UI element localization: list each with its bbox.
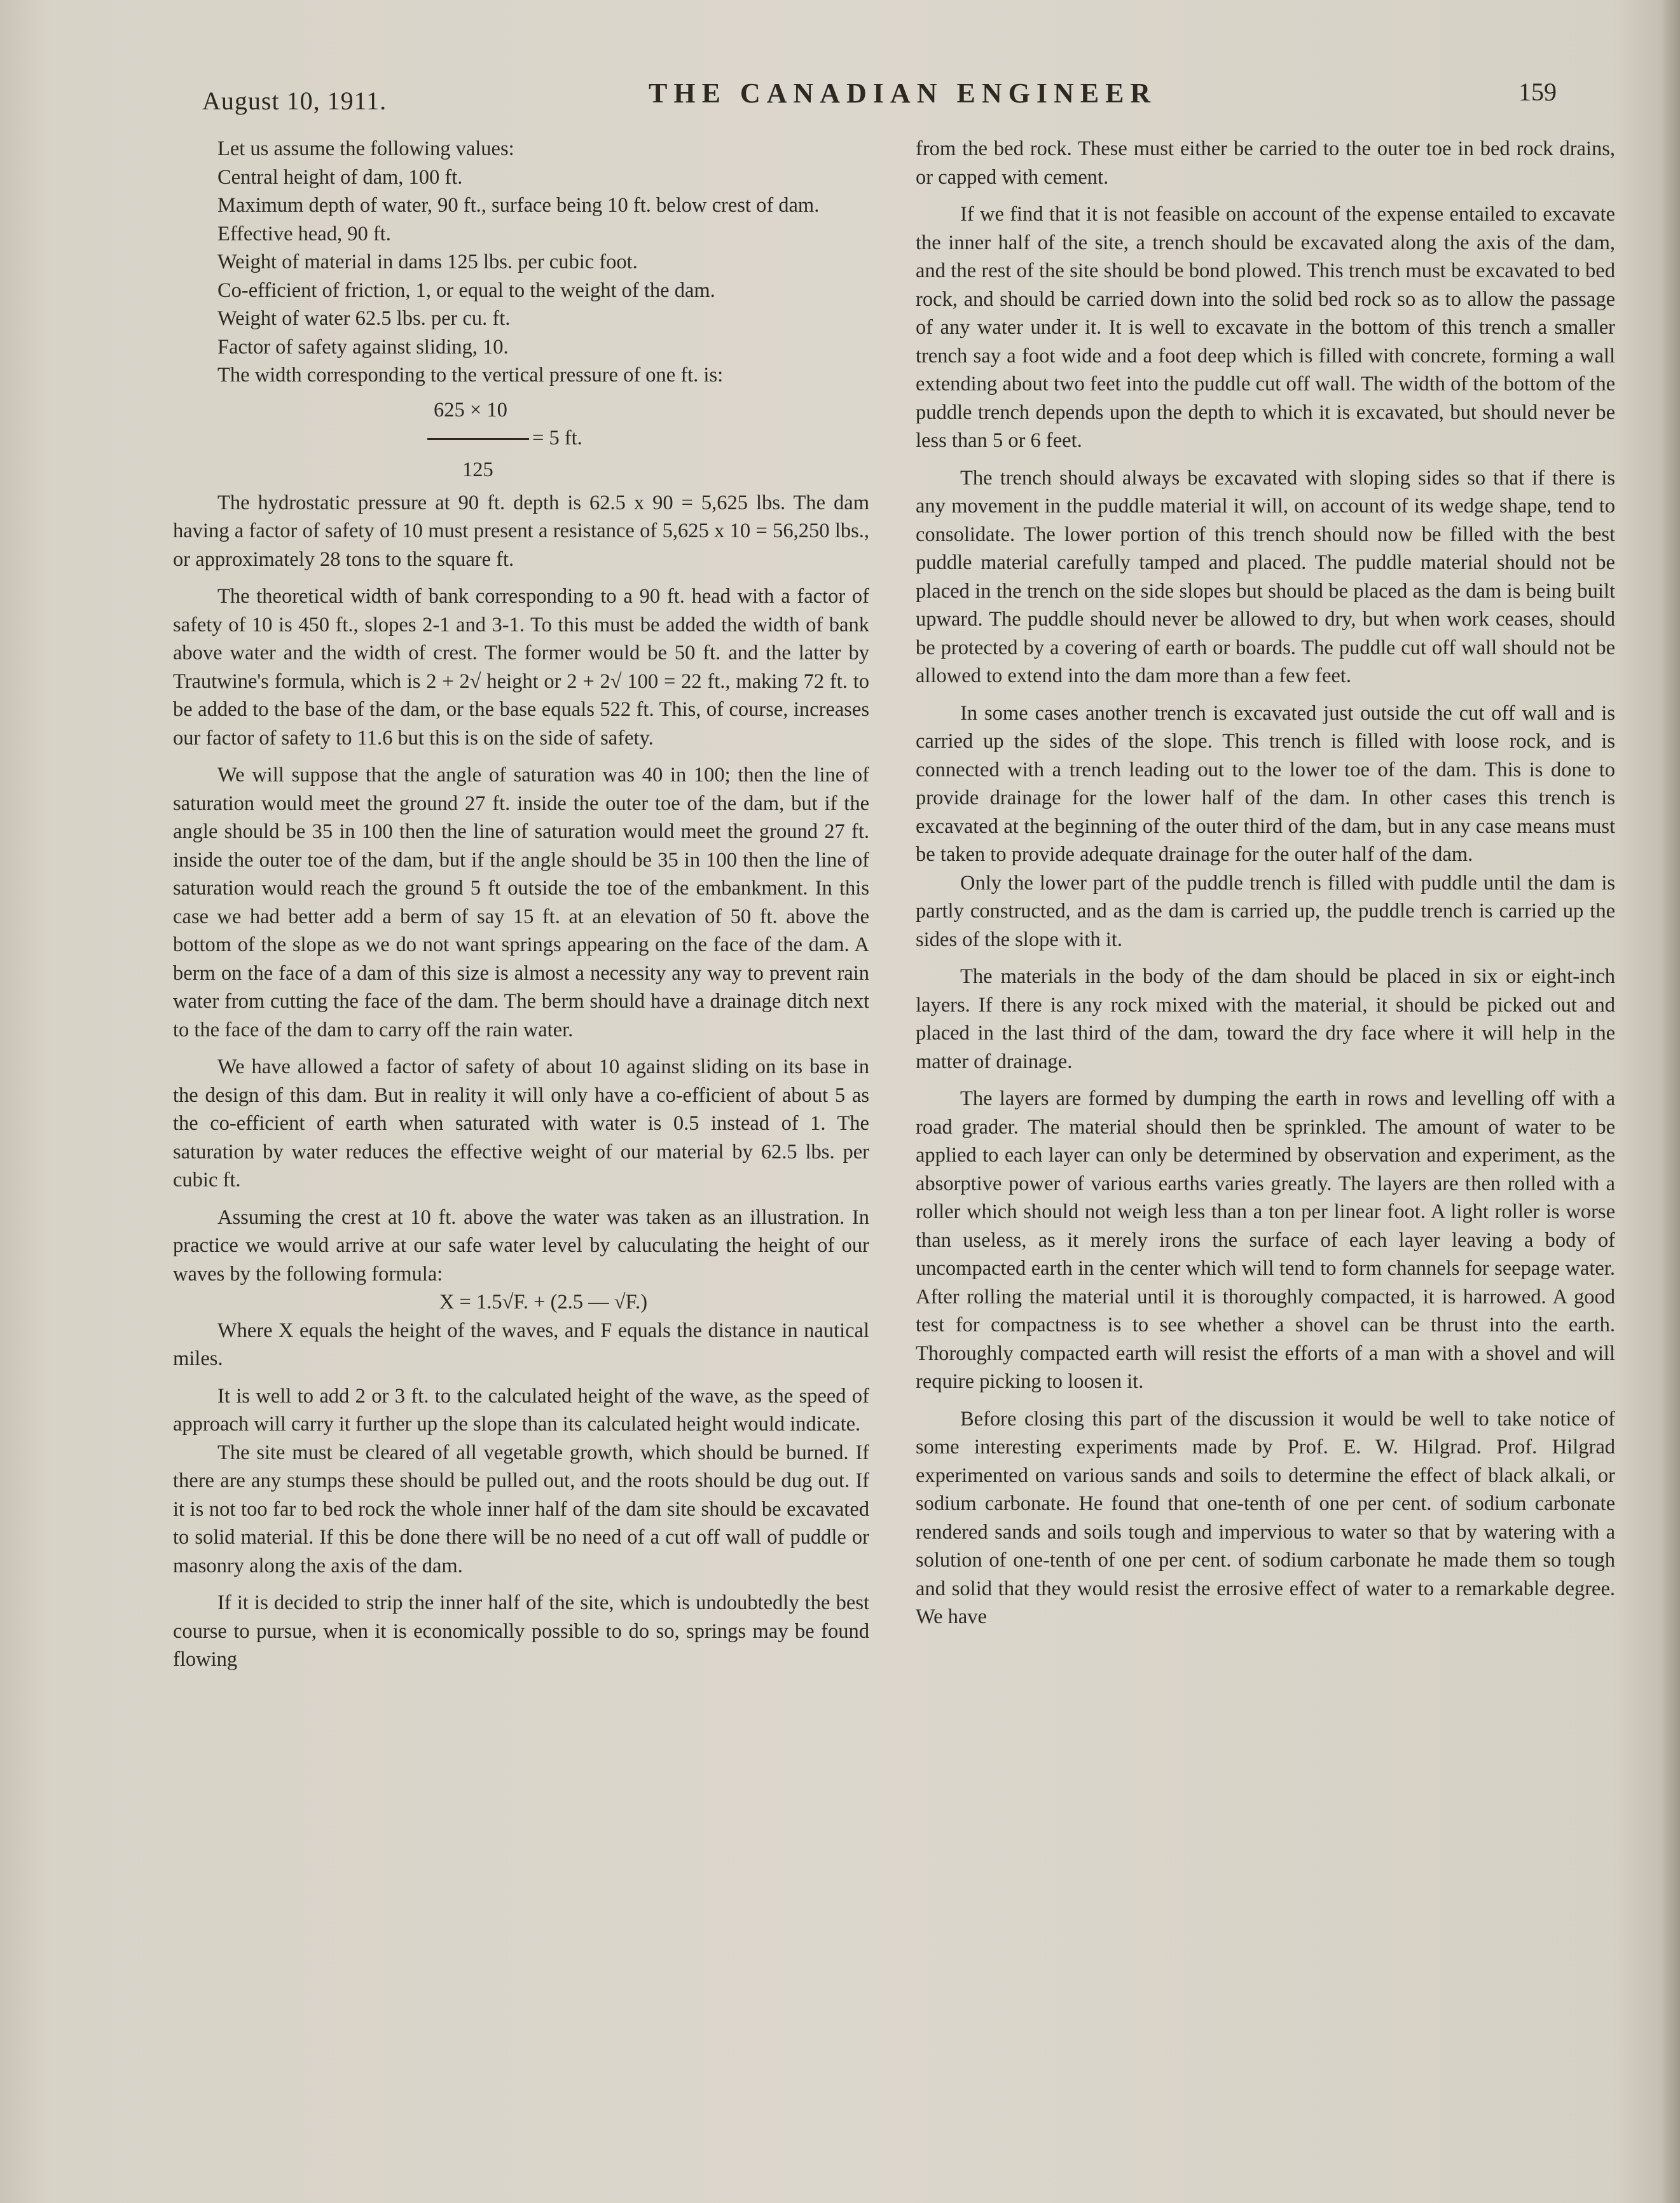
paragraph: Assuming the crest at 10 ft. above the water was taken as an illustration. In practice we would arrive at our safe water level by caluculating the height of our waves by the following formula:	[173, 1205, 869, 1286]
width-fraction	[173, 396, 869, 485]
binding-shadow	[1661, 0, 1680, 2203]
page-header	[0, 67, 1680, 118]
value-item: Factor of safety against sliding, 10.	[217, 335, 509, 359]
paragraph: In some cases another trench is excavated just outside the cut off wall and is carried up the sides of the slope. This trench is filled with loose rock, and is connected with a trench leading out to the lower toe of the dam. This is done to provide drainage for the lower half of the dam. In other cases this trench is excavated at the beginning of the outer third of the dam, but in any case means must be taken to provide adequate drainage for the outer half of the dam.	[916, 701, 1615, 866]
paragraph: We will suppose that the angle of saturation was 40 in 100; then the line of saturation would meet the ground 27 ft. inside the outer toe of the dam, but if the angle should be 35 in 100 then the line of saturation would meet the ground 27 ft. inside the outer toe of the dam, but if the angle should be 35 in 100 then the line of saturation would reach the ground 5 ft outside the toe of the embankment. In this case we had better add a berm of say 15 ft. at an elevation of 50 ft. above the bottom of the slope as we do not want springs appearing on the face of the dam. A berm on the face of a dam of this size is almost a necessity any way to prevent rain water from cutting the face of the dam. The berm should have a drainage ditch next to the face of the dam to carry off the rain water.	[173, 764, 869, 1041]
page-number: 159	[1518, 78, 1557, 106]
paragraph: Before closing this part of the discussion it would be well to take notice of some interesting experiments made by Prof. E. W. Hilgrad. Prof. Hilgrad experimented on various sands and soils to determine the effect of black alkali, or sodium carbonate. He found that one-tenth of one per cent. of sodium carbonate rendered sands and soils tough and impervious to water so that by watering with a solution of one-tenth of one per cent. of sodium carbonate he made them so tough and solid that they would resist the errosive effect of water to a remarkable degree. We have	[916, 1407, 1615, 1628]
paragraph: It is well to add 2 or 3 ft. to the calculated height of the wave, as the speed of approach will carry it further up the slope than its calculated height would indicate.	[173, 1384, 869, 1436]
paragraph: If we find that it is not feasible on account of the expense entailed to excavate the inner half of the site, a trench should be excavated along the axis of the dam, and the rest of the site should be bond plowed. This trench must be excavated to bed rock, and should be carried down into the solid bed rock so as to allow the passage of any water under it. It is well to excavate in the bottom of this trench a smaller trench say a foot wide and a foot deep which is filled with concrete, forming a wall extending about two feet into the puddle cut off wall. The width of the bottom of the puddle trench depends upon the depth to which it is excavated, but should never be less than 5 or 6 feet.	[916, 203, 1615, 452]
paragraph: Only the lower part of the puddle trench is filled with puddle until the dam is partly constructed, and as the dam is carried up, the puddle trench is carried up the sides of the slope with it.	[916, 871, 1615, 951]
fraction-numerator: 625 × 10	[434, 398, 507, 422]
value-item: Central height of dam, 100 ft.	[217, 165, 463, 189]
journal-title: THE CANADIAN ENGINEER	[649, 78, 1157, 109]
value-item: Co-efficient of friction, 1, or equal to the weight of the dam.	[217, 278, 715, 302]
value-item: Weight of material in dams 125 lbs. per cubic foot.	[217, 250, 638, 273]
value-item: Weight of water 62.5 lbs. per cu. ft.	[217, 307, 511, 330]
paragraph: The materials in the body of the dam should be placed in six or eight-inch layers. If there is any rock mixed with the material, it should be picked out and placed in the last third of the dam, toward the dry face where it will help in the matter of drainage.	[916, 965, 1615, 1073]
fraction-result: = 5 ft.	[532, 426, 582, 450]
paragraph: from the bed rock. These must either be carried to the outer toe in bed rock drains, or capped with cement.	[916, 137, 1615, 189]
fraction-bar	[427, 438, 529, 440]
paragraph: Where X equals the height of the waves, and F equals the distance in nautical miles.	[173, 1319, 869, 1370]
paragraph: The theoretical width of bank corresponding to a 90 ft. head with a factor of safety of 10 is 450 ft., slopes 2-1 and 3-1. To this must be added the width of bank above water and the width of crest. The former would be 50 ft. and the latter by Trautwine's formula, which is 2 + 2√ height or 2 + 2√ 100 = 22 ft., making 72 ft. to be added to the base of the dam, or the base equals 522 ft. This, of course, increases our factor of safety to 11.6 but this is on the side of safety.	[173, 585, 869, 750]
left-column	[173, 135, 869, 1674]
issue-date: August 10, 1911.	[202, 86, 387, 115]
paragraph: If it is decided to strip the inner half of the site, which is undoubtedly the best course to pursue, when it is economically possible to do so, springs may be found flowing	[173, 1591, 869, 1671]
assumed-values-list	[173, 135, 869, 390]
value-item: Maximum depth of water, 90 ft., surface being 10 ft. below crest of dam.	[217, 194, 820, 217]
width-intro: The width corresponding to the vertical pressure of one ft. is:	[217, 364, 724, 387]
paragraph: We have allowed a factor of safety of about 10 against sliding on its base in the design of this dam. But in reality it will only have a co-efficient of about 5 as the co-efficient of earth when saturated with water is 0.5 instead of 1. The saturation by water reduces the effective weight of our material by 62.5 lbs. per cubic ft.	[173, 1055, 869, 1191]
paragraph: The hydrostatic pressure at 90 ft. depth is 62.5 x 90 = 5,625 lbs. The dam having a factor of safety of 10 must present a resistance of 5,625 x 10 = 56,250 lbs., or approximately 28 tons to the square ft.	[173, 491, 869, 571]
right-column	[916, 135, 1615, 1631]
wave-height-formula: X = 1.5√F. + (2.5 — √F.)	[439, 1291, 648, 1314]
value-item: Effective head, 90 ft.	[217, 222, 391, 245]
paragraph: The trench should always be excavated with sloping sides so that if there is any movement in the puddle material it will, on account of its wedge shape, tend to consolidate. The lower portion of this trench should now be filled with the best puddle material carefully tamped and placed. The puddle material should not be placed in the trench on the side slopes but should be placed as the dam is being built upward. The puddle should never be allowed to dry, but when work ceases, should be protected by a covering of earth or boards. The puddle cut off wall should not be allowed to extend into the dam more than a few feet.	[916, 466, 1615, 687]
values-intro: Let us assume the following values:	[217, 137, 514, 160]
paragraph: The site must be cleared of all vegetable growth, which should be burned. If there are any stumps these should be pulled out, and the roots should be dug out. If it is not too far to bed rock the whole inner half of the dam site should be excavated to solid material. If this be done there will be no need of a cut off wall of puddle or masonry along the axis of the dam.	[173, 1441, 869, 1577]
paragraph: The layers are formed by dumping the earth in rows and levelling off with a road grader. The material should then be sprinkled. The amount of water to be applied to each layer can only be determined by observation and experiment, as the absorptive power of various earths varies greatly. The layers are then rolled with a roller which should not weigh less than a ton per linear foot. A light roller is worse than useless, as it merely irons the surface of each layer leaving a body of uncompacted earth in the center which will tend to form channels for seepage water. After rolling the material until it is thoroughly compacted, it is harrowed. A good test for compactness is to see whether a shovel can be thrust into the earth. Thoroughly compacted earth will resist the efforts of a man with a shovel and will require picking to loosen it.	[916, 1087, 1615, 1393]
fraction-denominator: 125	[462, 458, 493, 481]
